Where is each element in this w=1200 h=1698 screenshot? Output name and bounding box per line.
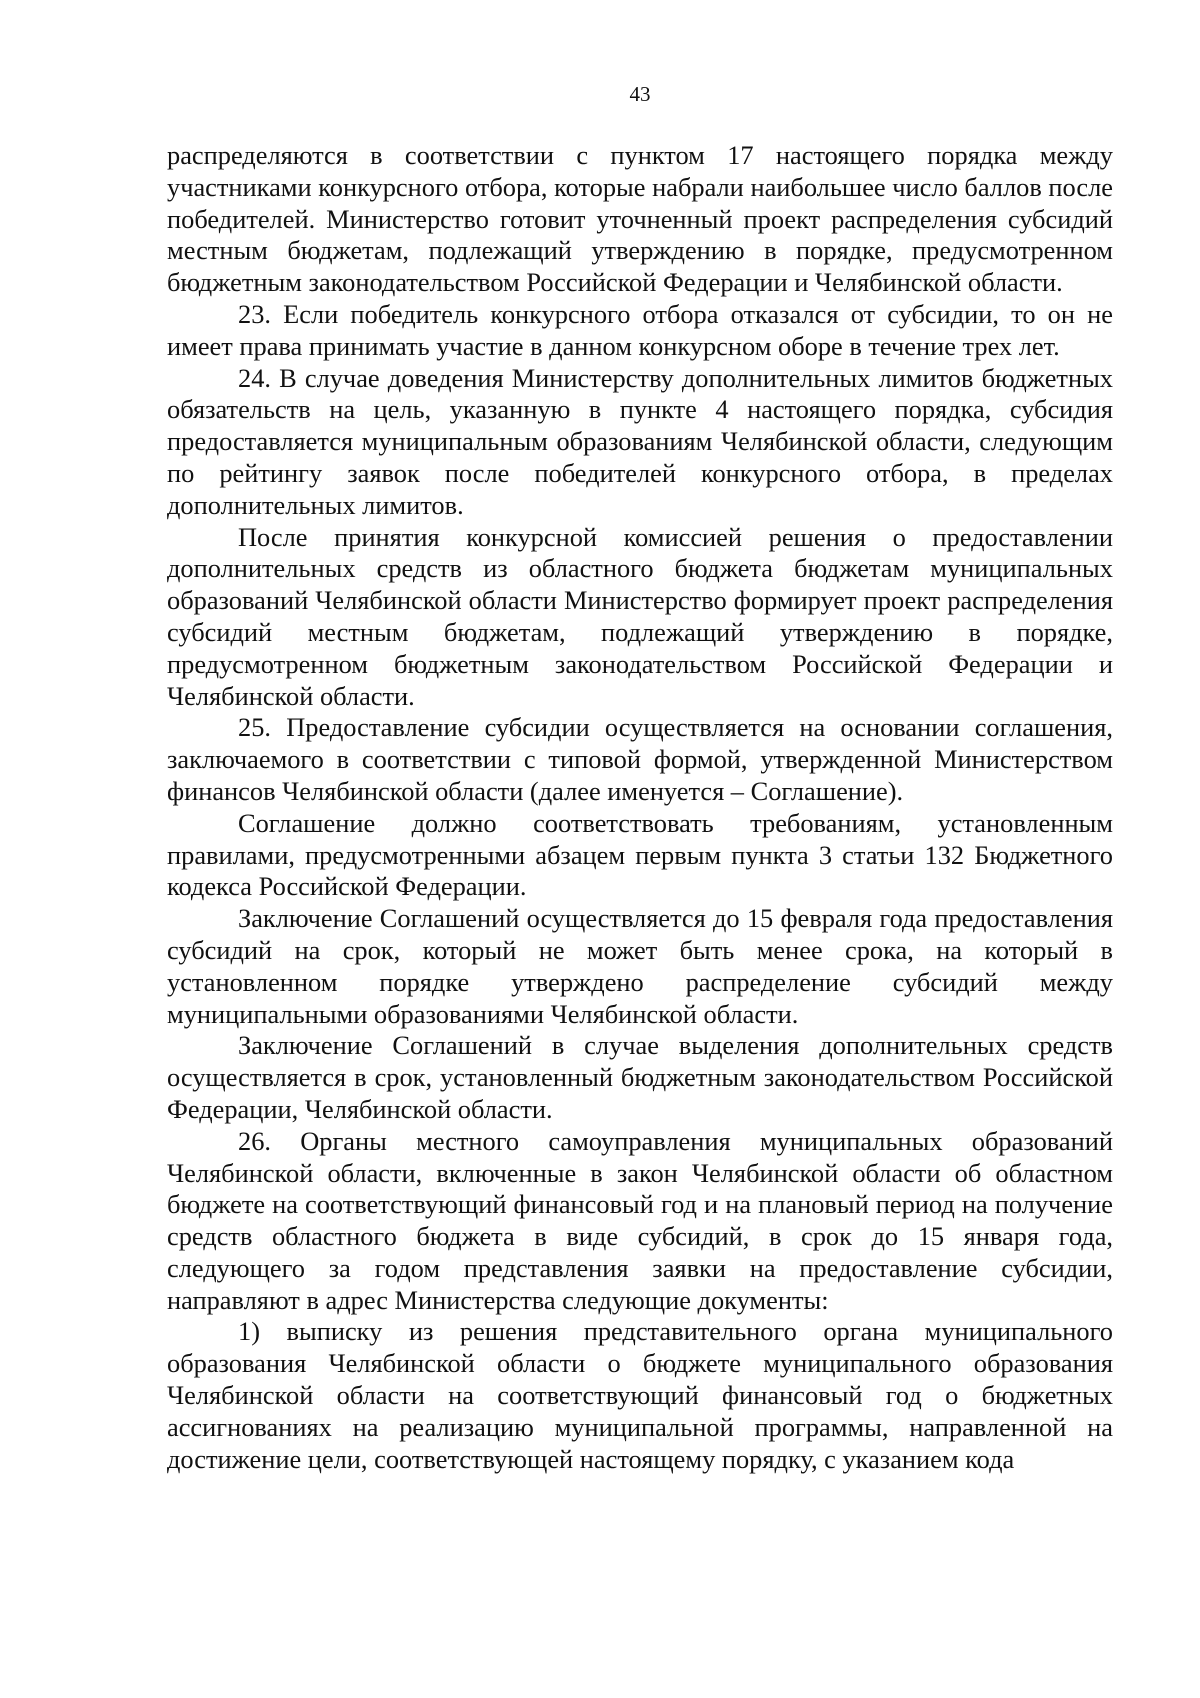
- page-number: 43: [629, 82, 651, 106]
- paragraph-agreement-deadline: Заключение Соглашений осуществляется до 15 февраля года предоставления субсидий на срок, который не может быть менее срока, на который в установленном порядке утверждено распределение субсидий между муниципальными образованиями Челябинской области.: [167, 903, 1113, 1029]
- document-body: [167, 140, 1113, 1475]
- paragraph-item-26: 26. Органы местного самоуправления муниципальных образований Челябинской области, включенные в закон Челябинской области об областном бюджете на соответствующий финансовый год и на плановый период на получение средств областного бюджета в виде субсидий, в срок до 15 января года, следующего за годом представления заявки на предоставление субсидии, направляют в адрес Министерства следующие документы:: [167, 1125, 1113, 1315]
- paragraph-additional-agreements: Заключение Соглашений в случае выделения дополнительных средств осуществляется в срок, установленный бюджетным законодательством Российской Федерации, Челябинской области.: [167, 1030, 1113, 1124]
- paragraph-subitem-1: 1) выписку из решения представительного органа муниципального образования Челябинской области о бюджете муниципального образования Челябинской области на соответствующий финансовый год о бюджетных ассигнованиях на реализацию муниципальной программы, направленной на достижение цели, соответствующей настоящему порядку, с указанием кода: [167, 1316, 1113, 1474]
- paragraph-item-25: 25. Предоставление субсидии осуществляется на основании соглашения, заключаемого в соответствии с типовой формой, утвержденной Министерством финансов Челябинской области (далее именуется – Соглашение).: [167, 712, 1113, 806]
- paragraph-item-24: 24. В случае доведения Министерству дополнительных лимитов бюджетных обязательств на цель, указанную в пункте 4 настоящего порядка, субсидия предоставляется муниципальным образованиям Челябинской области, следующим по рейтингу заявок после победителей конкурсного отбора, в пределах дополнительных лимитов.: [167, 362, 1113, 520]
- paragraph-additional-funds: После принятия конкурсной комиссией решения о предоставлении дополнительных средств из областного бюджета бюджетам муниципальных образований Челябинской области Министерство формирует проект распределения субсидий местным бюджетам, подлежащий утверждению в порядке, предусмотренном бюджетным законодательством Российской Федерации и Челябинской области.: [167, 521, 1113, 711]
- paragraph-item-23: 23. Если победитель конкурсного отбора отказался от субсидии, то он не имеет права принимать участие в данном конкурсном оборе в течение трех лет.: [167, 298, 1113, 361]
- paragraph-agreement-requirements: Соглашение должно соответствовать требованиям, установленным правилами, предусмотренными абзацем первым пункта 3 статьи 132 Бюджетного кодекса Российской Федерации.: [167, 807, 1113, 902]
- paragraph-continuation: распределяются в соответствии с пунктом 17 настоящего порядка между участниками конкурсного отбора, которые набрали наибольшее число баллов после победителей. Министерство готовит уточненный проект распределения субсидий местным бюджетам, подлежащий утверждению в порядке, предусмотренном бюджетным законодательством Российской Федерации и Челябинской области.: [167, 140, 1113, 298]
